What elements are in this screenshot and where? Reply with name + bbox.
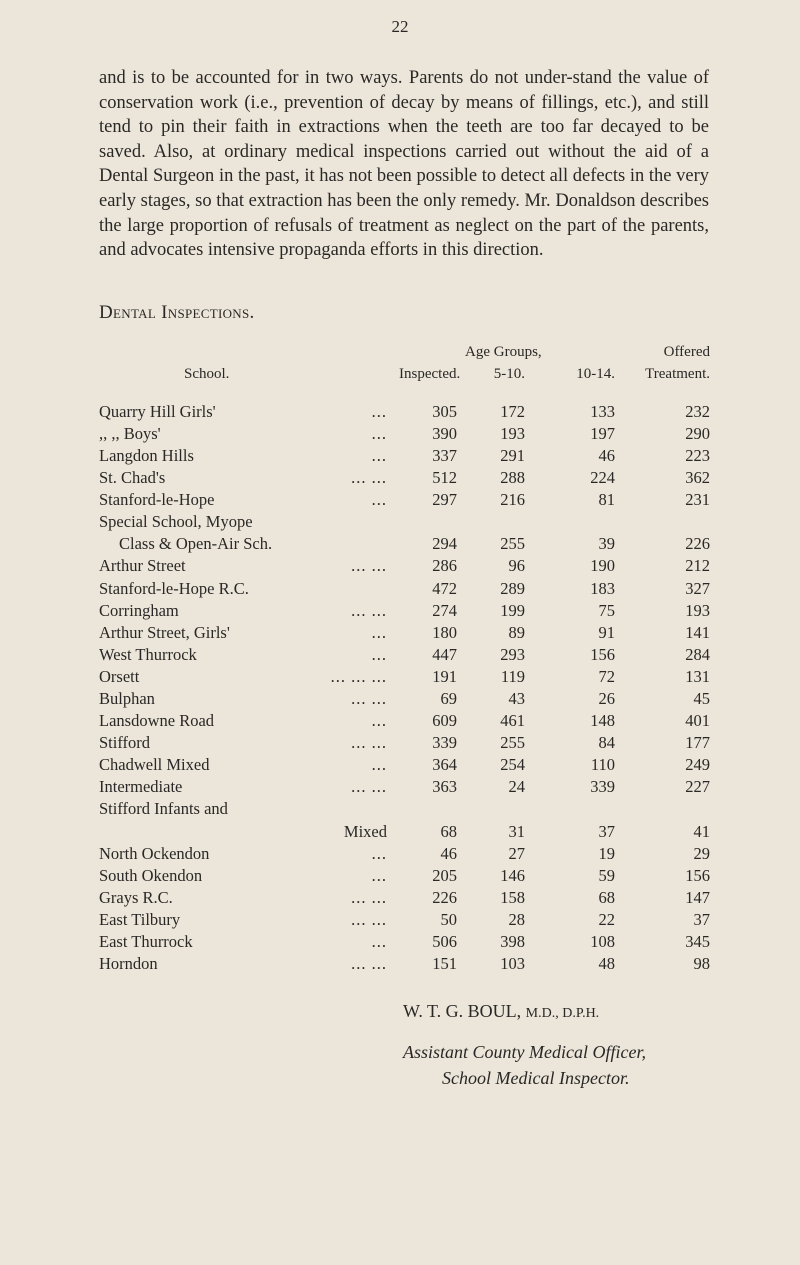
leader-dots: ... ... [351, 468, 387, 488]
age-10-14-value: 224 [590, 468, 615, 488]
age-10-14-value: 81 [598, 490, 615, 510]
leader-dots: ... ... [351, 909, 387, 929]
school-cell [99, 467, 399, 489]
age-10-14-value: 59 [598, 865, 615, 885]
offered-treatment-value: 227 [685, 777, 710, 797]
school-cell [99, 644, 399, 666]
empty-cell [457, 511, 525, 533]
school-name: Stifford Infants and [99, 799, 228, 819]
school-cell [99, 710, 399, 732]
table-row [99, 754, 710, 776]
offered-treatment-value: 345 [685, 932, 710, 951]
inspected-value: 337 [432, 445, 457, 465]
school-name: East Tilbury [99, 909, 181, 929]
age-10-14-value: 148 [590, 711, 615, 731]
leader-dots: ... [371, 865, 387, 885]
inspected-value: 472 [432, 578, 457, 598]
inspected-value: 506 [432, 932, 457, 951]
school-name: Chadwell Mixed [99, 755, 210, 775]
offered-treatment-value: 141 [685, 622, 710, 642]
age-10-14-value: 37 [598, 821, 615, 841]
school-cell [99, 423, 399, 445]
age-10-14-value: 190 [590, 556, 615, 576]
age-10-14-value: 133 [590, 401, 615, 421]
inspected-value: 339 [432, 733, 457, 753]
offered-treatment-value: 177 [685, 733, 710, 753]
inspected-value: 226 [432, 887, 457, 907]
school-cell [99, 578, 399, 600]
age-10-14-value: 19 [598, 843, 615, 863]
inspected-value: 390 [432, 423, 457, 443]
leader-dots: ... ... [351, 733, 387, 753]
table-row [99, 489, 710, 511]
school-name: St. Chad's [99, 468, 166, 488]
offered-treatment-value: 212 [685, 556, 710, 576]
table-row [99, 776, 710, 798]
table-row [99, 622, 710, 644]
school-name: Stanford-le-Hope R.C. [99, 578, 249, 598]
offered-treatment-value: 147 [685, 887, 710, 907]
age-5-10-value: 199 [500, 600, 525, 620]
age-5-10-value: 255 [500, 534, 525, 554]
age-5-10-value: 288 [500, 468, 525, 488]
age-10-14-value: 72 [598, 666, 615, 686]
leader-dots: ... [371, 445, 387, 465]
inspected-value: 294 [432, 534, 457, 554]
offered-treatment-value: 362 [685, 468, 710, 488]
offered-treatment-value: 41 [693, 821, 710, 841]
leader-dots: ... ... [351, 954, 387, 974]
school-name: Horndon [99, 954, 158, 974]
leader-dots: ... [371, 401, 387, 421]
offered-treatment-value: 223 [685, 445, 710, 465]
inspected-value: 512 [432, 468, 457, 488]
header-offered: Offered [663, 343, 710, 360]
offered-treatment-value: 284 [685, 644, 710, 664]
age-5-10-value: 158 [500, 887, 525, 907]
table-row [99, 445, 710, 467]
age-5-10-value: 103 [500, 954, 525, 974]
offered-treatment-value: 290 [685, 423, 710, 443]
table-row [99, 688, 710, 710]
leader-dots: ... [371, 490, 387, 510]
leader-dots: ... [371, 644, 387, 664]
school-name: Arthur Street, Girls' [99, 622, 230, 642]
school-name: Bulphan [99, 688, 155, 708]
school-name: Arthur Street [99, 556, 186, 576]
leader-dots: ... ... [351, 777, 387, 797]
table-row [99, 423, 710, 445]
school-name: Special School, Myope [99, 512, 253, 532]
age-5-10-value: 398 [500, 932, 525, 951]
table-row [99, 865, 710, 887]
leader-dots: ... ... ... [330, 666, 387, 686]
offered-treatment-value: 226 [685, 534, 710, 554]
inspected-value: 151 [432, 954, 457, 974]
school-cell [99, 931, 399, 953]
table-row [99, 467, 710, 489]
school-name: Intermediate [99, 777, 183, 797]
age-5-10-value: 24 [508, 777, 525, 797]
school-cell [99, 953, 399, 975]
table-row [99, 533, 710, 555]
offered-treatment-value: 327 [685, 578, 710, 598]
offered-treatment-value: 98 [693, 954, 710, 974]
age-10-14-value: 183 [590, 578, 615, 598]
offered-treatment-value: 37 [693, 909, 710, 929]
table-row [99, 644, 710, 666]
empty-cell [525, 798, 615, 820]
table-row [99, 843, 710, 865]
school-name: ,, ,, Boys' [99, 423, 161, 443]
school-cell [99, 865, 399, 887]
body-paragraph: and is to be accounted for in two ways. Parents do not under-stand the value of conservation work (i.e., prevention of decay by means of fillings, etc.), and still tend to pin their faith in extractions when the teeth are too far decayed to be saved. Also, at ordinary medical inspections carried out without the aid of a Dental Surgeon in the past, it has not been possible to detect all defects in the very early stages, so that extraction has been the only remedy. Mr. Donaldson describes the large proportion of refusals of treatment as neglect on the part of the parents, and advocates intensive propaganda efforts in this direction. [99, 68, 709, 261]
age-10-14-value: 91 [598, 622, 615, 642]
school-cell [99, 909, 399, 931]
header-treatment: Treatment. [645, 365, 710, 382]
leader-dots: ... [371, 423, 387, 443]
table-row [99, 821, 710, 843]
school-cell [99, 887, 399, 909]
age-5-10-value: 291 [500, 445, 525, 465]
age-5-10-value: 254 [500, 755, 525, 775]
leader-dots: ... [371, 843, 387, 863]
inspected-value: 69 [440, 688, 457, 708]
school-name-continued: Class & Open-Air Sch. [119, 534, 273, 554]
inspected-value: 447 [432, 644, 457, 664]
table-row [99, 732, 710, 754]
inspected-value: 46 [440, 843, 457, 863]
age-5-10-value: 293 [500, 644, 525, 664]
age-5-10-value: 27 [508, 843, 525, 863]
header-5-10: 5-10. [493, 365, 525, 382]
age-10-14-value: 48 [598, 954, 615, 974]
table-row [99, 401, 710, 423]
offered-treatment-value: 156 [685, 865, 710, 885]
leader-dots: ... ... [351, 600, 387, 620]
age-10-14-value: 110 [590, 755, 615, 775]
table-row [99, 887, 710, 909]
school-cell [99, 489, 399, 511]
school-name: East Thurrock [99, 932, 193, 951]
inspected-value: 205 [432, 865, 457, 885]
school-name: Langdon Hills [99, 445, 194, 465]
age-10-14-value: 84 [598, 733, 615, 753]
table-row [99, 600, 710, 622]
school-name: Stifford [99, 733, 151, 753]
age-5-10-value: 119 [500, 666, 525, 686]
header-inspected: Inspected. [399, 365, 461, 382]
school-name: Grays R.C. [99, 887, 173, 907]
age-5-10-value: 96 [508, 556, 525, 576]
school-cell [99, 445, 399, 467]
table-header-top [99, 341, 710, 363]
school-name: South Okendon [99, 865, 203, 885]
school-name: Lansdowne Road [99, 711, 215, 731]
school-cell [99, 732, 399, 754]
school-name-continued: Mixed [343, 821, 387, 841]
offered-treatment-value: 231 [685, 490, 710, 510]
section-title: Dental Inspections. [99, 301, 255, 323]
age-10-14-value: 68 [598, 887, 615, 907]
header-10-14: 10-14. [576, 365, 615, 382]
age-10-14-value: 26 [598, 688, 615, 708]
empty-cell [615, 798, 710, 820]
signature-name-text: W. T. G. BOUL, [403, 1001, 522, 1022]
school-cell [99, 401, 399, 423]
age-10-14-value: 22 [598, 909, 615, 929]
empty-cell [615, 511, 710, 533]
school-name: West Thurrock [99, 644, 197, 664]
offered-treatment-value: 232 [685, 401, 710, 421]
age-5-10-value: 216 [500, 490, 525, 510]
school-name: Quarry Hill Girls' [99, 401, 216, 421]
table-row [99, 511, 710, 533]
dental-inspections-table [99, 401, 800, 975]
inspected-value: 305 [432, 401, 457, 421]
offered-treatment-value: 249 [685, 755, 710, 775]
inspected-value: 180 [432, 622, 457, 642]
age-10-14-value: 108 [590, 932, 615, 951]
school-name: Orsett [99, 666, 140, 686]
school-cell [99, 776, 399, 798]
table-row [99, 555, 710, 577]
age-5-10-value: 172 [500, 401, 525, 421]
offered-treatment-value: 193 [685, 600, 710, 620]
age-5-10-value: 31 [508, 821, 525, 841]
table-row [99, 666, 710, 688]
age-5-10-value: 89 [508, 622, 525, 642]
empty-cell [399, 511, 457, 533]
age-10-14-value: 39 [598, 534, 615, 554]
inspected-value: 297 [432, 490, 457, 510]
school-cell [99, 555, 399, 577]
leader-dots: ... ... [351, 688, 387, 708]
inspected-value: 68 [440, 821, 457, 841]
inspected-value: 364 [432, 755, 457, 775]
offered-treatment-value: 29 [693, 843, 710, 863]
signature-name [403, 999, 800, 1026]
age-5-10-value: 461 [500, 711, 525, 731]
offered-treatment-value: 131 [685, 666, 710, 686]
school-cell [99, 798, 399, 820]
signature-title-2: School Medical Inspector. [442, 1068, 630, 1089]
signature-degrees: M.D., D.P.H. [525, 1006, 600, 1022]
age-10-14-value: 339 [590, 777, 615, 797]
age-10-14-value: 46 [598, 445, 615, 465]
inspected-value: 191 [432, 666, 457, 686]
leader-dots: ... ... [351, 556, 387, 576]
age-5-10-value: 146 [500, 865, 525, 885]
inspected-value: 50 [440, 909, 457, 929]
school-cell [99, 843, 399, 865]
inspected-value: 286 [432, 556, 457, 576]
leader-dots: ... [371, 932, 387, 951]
inspected-value: 363 [432, 777, 457, 797]
table-header [99, 363, 710, 385]
inspected-value: 609 [432, 711, 457, 731]
school-cell [99, 622, 399, 644]
school-name: Corringham [99, 600, 179, 620]
table-row [99, 710, 710, 732]
leader-dots: ... [371, 755, 387, 775]
page-number: 22 [391, 17, 409, 36]
age-5-10-value: 28 [508, 909, 525, 929]
empty-cell [457, 798, 525, 820]
offered-treatment-value: 45 [693, 688, 710, 708]
age-10-14-value: 75 [598, 600, 615, 620]
age-5-10-value: 255 [500, 733, 525, 753]
leader-dots: ... ... [351, 887, 387, 907]
school-name: North Ockendon [99, 843, 210, 863]
header-age-groups: Age Groups, [465, 343, 542, 360]
age-10-14-value: 156 [590, 644, 615, 664]
inspected-value: 274 [432, 600, 457, 620]
signature-title-1: Assistant County Medical Officer, [403, 1042, 646, 1063]
age-5-10-value: 289 [500, 578, 525, 598]
school-cell [99, 754, 399, 776]
table-row [99, 798, 710, 820]
header-school: School. [184, 365, 230, 382]
table-row [99, 909, 710, 931]
school-cell [99, 666, 399, 688]
age-5-10-value: 193 [500, 423, 525, 443]
school-cell [99, 600, 399, 622]
age-5-10-value: 43 [508, 688, 525, 708]
table-row [99, 578, 710, 600]
table-row [99, 931, 710, 953]
offered-treatment-value: 401 [685, 711, 710, 731]
empty-cell [399, 798, 457, 820]
school-cell [99, 511, 399, 533]
table-row [99, 953, 710, 975]
leader-dots: ... [371, 622, 387, 642]
school-name: Stanford-le-Hope [99, 490, 215, 510]
school-cell [99, 688, 399, 710]
leader-dots: ... [371, 711, 387, 731]
age-10-14-value: 197 [590, 423, 615, 443]
empty-cell [525, 511, 615, 533]
